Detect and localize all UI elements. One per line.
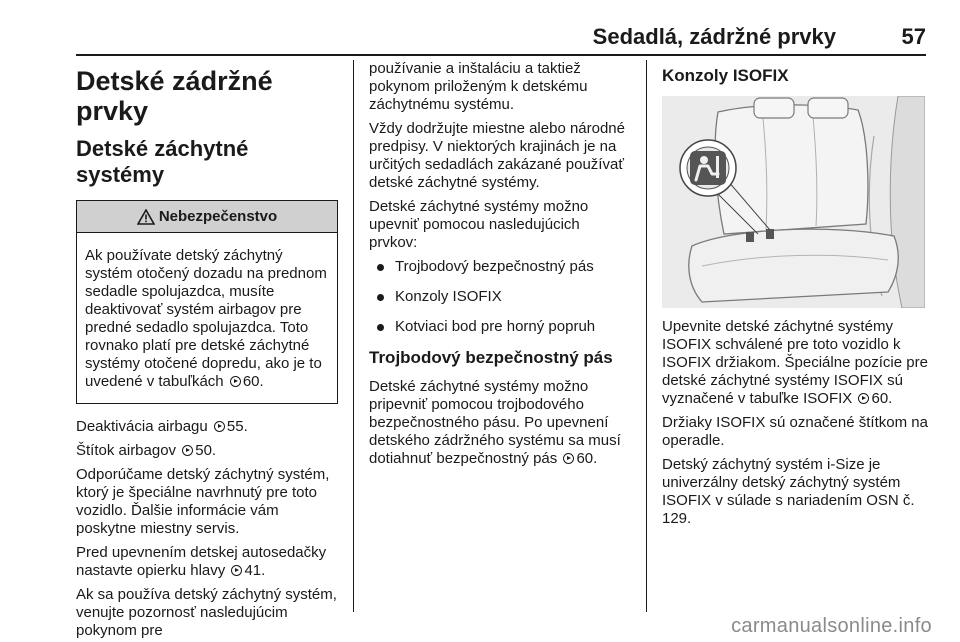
page-reference-icon — [563, 453, 574, 464]
paragraph-text: Štítok airbagov — [76, 442, 177, 459]
paragraph-airbag-label — [76, 442, 338, 460]
paragraph-text: Deaktivácia airbagu — [76, 418, 208, 435]
section-title: Sedadlá, zádržné prvky — [592, 24, 836, 49]
paragraph-airbag-deactivation — [76, 418, 338, 436]
paragraph-text: Pred upevnením detskej autosedačky nastavte opierku hlavy — [76, 544, 327, 579]
list-item-text: Kotviaci bod pre horný popruh — [395, 318, 596, 335]
paragraph-text: Upevnite detské záchytné systémy ISOFIX schválené pre toto vozidlo k ISOFIX držiakom. Špeciálne pozície pre detské záchytné systémy ISOFIX sú vyznačené v tabuľke ISOFIX — [662, 318, 928, 407]
paragraph-isofix-mount — [662, 318, 928, 408]
attachment-list — [369, 258, 632, 336]
danger-warning-box — [76, 200, 338, 404]
seat-drawing — [662, 96, 925, 308]
isofix-seat-illustration — [662, 96, 925, 308]
page-reference-icon — [231, 565, 242, 576]
paragraph-headrest — [76, 544, 338, 580]
page-ref[interactable]: 50. — [195, 442, 217, 459]
warning-ref[interactable]: 60. — [242, 373, 264, 390]
page-reference-icon — [858, 393, 869, 404]
paragraph-isize: Detský záchytný systém i-Size je univerzálny detský záchytný systém ISOFIX v súlade s nariadením OSN č. 129. — [662, 456, 915, 527]
page-ref[interactable]: 60. — [871, 390, 893, 407]
warning-body-text: Ak používate detský záchytný systém otočený dozadu na prednom sedadle spolujazdca, musíte deaktivovať systém airbagov pre predné sedadlo spolujazdca. Toto rovnako platí pre detské záchytné systémy otočené dopredu, ako je to uvedené v tabuľkách — [85, 247, 327, 390]
warning-label: Nebezpečenstvo — [158, 208, 278, 225]
page-reference-icon — [214, 421, 225, 432]
page-ref[interactable]: 41. — [244, 562, 266, 579]
warning-triangle-icon — [137, 209, 155, 225]
warning-header — [77, 201, 337, 233]
column-1 — [76, 60, 338, 642]
list-item — [369, 318, 632, 336]
paragraph-isofix-label: Držiaky ISOFIX sú označené štítkom na operadle. — [662, 414, 928, 449]
column-2 — [369, 60, 632, 474]
section-subtitle: Detské záchytné systémy — [76, 136, 249, 187]
paragraph-recommendation: Odporúčame detský záchytný systém, ktorý je špeciálne navrhnutý pre toto vozidlo. Ďalšie informácie vám poskytne miestny servis. — [76, 466, 330, 537]
list-item — [369, 258, 632, 276]
paragraph-attachment: Detské záchytné systémy možno upevniť pomocou nasledujúcich prvkov: — [369, 198, 589, 251]
paragraph-belt — [369, 378, 632, 468]
list-item-text: Konzoly ISOFIX — [395, 288, 502, 305]
bullet-icon — [377, 324, 384, 331]
watermark-text: carmanualsonline.info — [731, 615, 932, 637]
bullet-icon — [377, 294, 384, 301]
warning-text — [77, 233, 337, 403]
paragraph-regulations: Vždy dodržujte miestne alebo národné predpisy. V niektorých krajinách je na určitých sedadlách zakázané používať detské záchytné systémy. — [369, 120, 625, 191]
paragraph-text: Detské záchytné systémy možno pripevniť pomocou trojbodového bezpečnostného pásu. Po upevnení detského zádržného systému sa musí dotiahnuť bezpečnostný pás — [369, 378, 621, 467]
column-divider-2 — [646, 60, 647, 612]
page-reference-icon — [230, 376, 241, 387]
page-reference-icon — [182, 445, 193, 456]
subsection-heading-belt: Trojbodový bezpečnostný pás — [369, 348, 613, 367]
bullet-icon — [377, 264, 384, 271]
header-rule — [76, 54, 926, 56]
paragraph-continued: používanie a inštaláciu a taktiež pokynom priloženým k detskému záchytnému systému. — [369, 60, 588, 113]
page-number: 57 — [901, 24, 926, 49]
subsection-heading-isofix: Konzoly ISOFIX — [662, 66, 789, 85]
column-divider-1 — [353, 60, 354, 612]
page-ref[interactable]: 55. — [226, 418, 248, 435]
column-3 — [662, 60, 928, 534]
list-item-text: Trojbodový bezpečnostný pás — [395, 258, 594, 275]
page-ref[interactable]: 60. — [576, 450, 598, 467]
page-title: Detské zádržné prvky — [76, 66, 273, 126]
paragraph-instructions: Ak sa používa detský záchytný systém, venujte pozornosť nasledujúcim pokynom pre — [76, 586, 337, 639]
page-header — [76, 18, 926, 52]
list-item — [369, 288, 632, 306]
